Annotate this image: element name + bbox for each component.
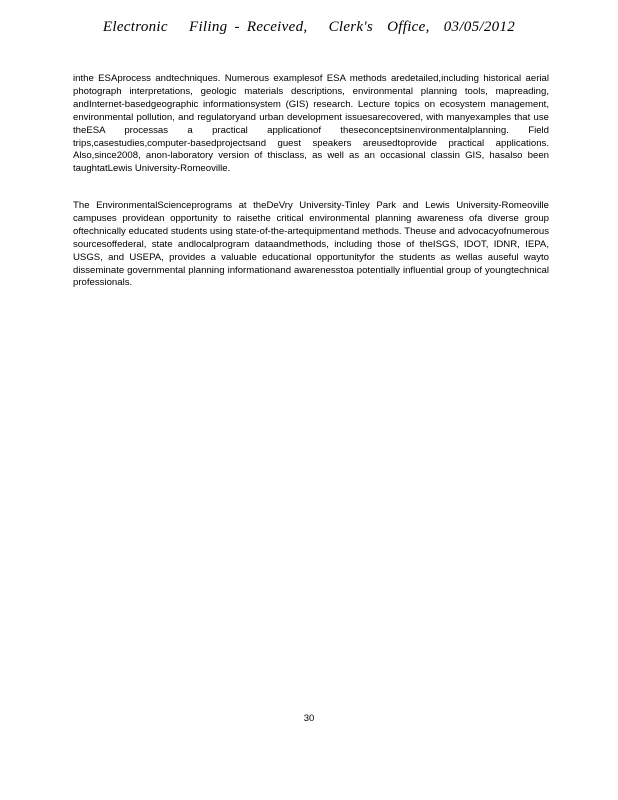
page-number: 30	[303, 713, 315, 724]
body-paragraph: The EnvironmentalScienceprograms at theDeVry University-Tinley Park and Lewis University-Romeoville campuses providean opportunity to raisethe critical environmental planning awareness ofa diverse group oftechnically educated students using state-of-the-artequipmentand methods. Theuse and advocacyofnumerous sourcesoffederal, state andlocalprogram dataandmethods, including those of theISGS, IDOT, IDNR, IEPA, USGS, and USEPA, provides a valuable educational opportunityfor the students as wellas auseful wayto disseminate governmental planning informationand awarenesstoa potentially influential group of youngtechnical professionals.	[73, 200, 549, 289]
body-paragraph: inthe ESAprocess andtechniques. Numerous examplesof ESA methods aredetailed,including historical aerial photograph interpretations, geologic materials descriptions, environmental planning tools, mapreading, andInternet-basedgeographic informationsystem (GIS) research. Lecture topics on ecosystem management, environmental pollution, and regulatoryand urban development issuesarecovered, with manyexamples that use theESA processas a practical applicationof theseconceptsinenvironmentalplanning. Field trips,casestudies,computer-basedprojectsand guest speakers areusedtoprovide practical applications. Also,since2008, anon-laboratory version of thisclass, as well as an occasional classin GIS, hasalso been taughtatLewis University-Romeoville.	[73, 73, 549, 175]
filing-stamp-header: Electronic Filing - Received, Clerk's Office, 03/05/2012	[102, 19, 516, 35]
